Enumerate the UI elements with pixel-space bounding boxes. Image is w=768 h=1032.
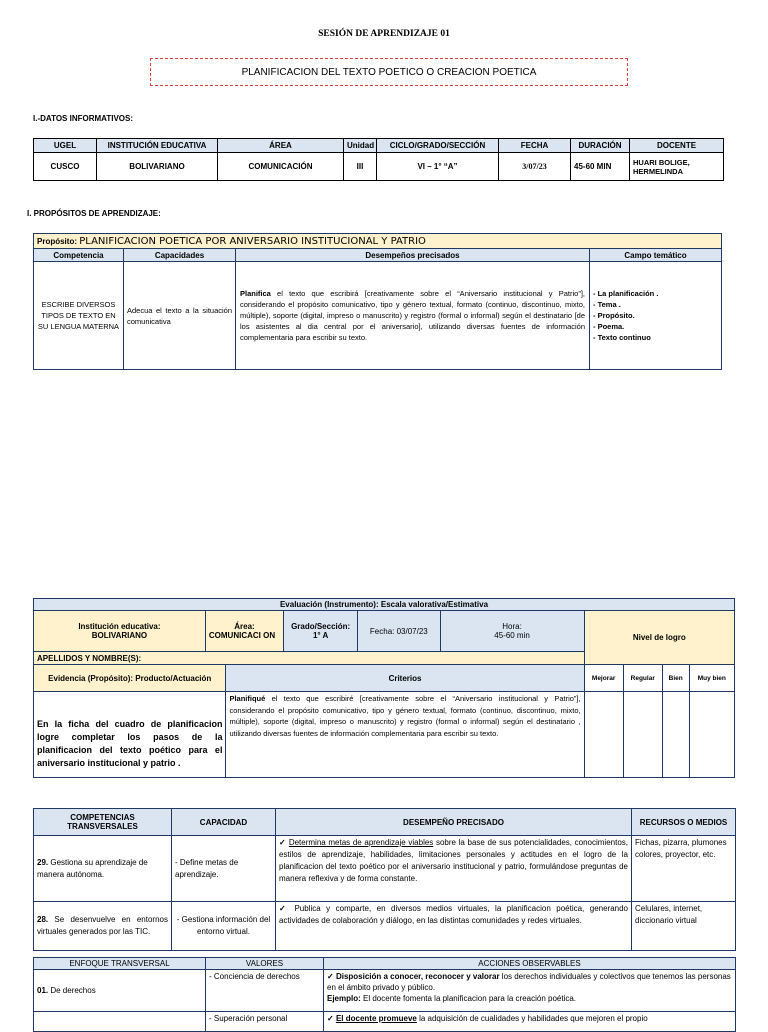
enfoque-text: De derechos (48, 986, 96, 995)
ie-label: Institución educativa: (78, 622, 161, 631)
competencia-text: Se desenvuelve en entornos virtuales generados por las TIC. (37, 915, 168, 936)
proposito-header: Campo temático (590, 249, 722, 262)
check-icon: ✓ (327, 972, 334, 981)
enfoque-header: ENFOQUE TRANSVERSAL (34, 958, 206, 970)
accion-text: los derechos individuales y colectivos que tenemos las personas en el ámbito privado y público. (327, 972, 731, 992)
enfoque-row (34, 970, 736, 1012)
proposito-table (33, 233, 722, 370)
grado-label: Grado/Sección: (291, 622, 351, 631)
campo-item: - Tema . (593, 300, 621, 309)
competencia-transversal (34, 902, 172, 951)
competencia-text: Gestiona su aprendizaje de manera autónoma. (37, 857, 148, 879)
area-value: COMUNICACI ON (208, 631, 276, 640)
enfoque-table (33, 957, 736, 1032)
campo-item: - Texto continuo (593, 333, 651, 342)
datos-header: FECHA (499, 139, 571, 153)
criterio-verb: Planifiqué (229, 694, 266, 703)
nivel-bien: Bien (662, 665, 689, 692)
proposito-text: PLANIFICACION POETICA POR ANIVERSARIO INSTITUCIONAL Y PATRIO (79, 235, 426, 247)
datos-header-row (34, 139, 724, 153)
nivel-mejorar-cell (584, 692, 623, 778)
evaluacion-title-row (34, 599, 735, 611)
valor-cell: - Superación personal (206, 1012, 324, 1032)
transversales-table (33, 808, 736, 951)
enfoque-header: ACCIONES OBSERVABLES (324, 958, 736, 970)
nivel-bien-cell (662, 692, 689, 778)
proposito-row (34, 234, 722, 249)
campo-item: - Propósito. (593, 311, 635, 320)
fecha-cell: Fecha: 03/07/23 (358, 611, 440, 652)
enfoque-num: 01. (37, 986, 49, 995)
accion-bold: El docente promueve (335, 1014, 417, 1023)
check-icon: ✓ (327, 1014, 334, 1023)
nivel-regular: Regular (623, 665, 662, 692)
nivel-mejorar: Mejorar (584, 665, 623, 692)
check-icon: ✓ (279, 838, 287, 847)
desempeno-transversal-text: Publica y comparte, en diversos medios virtuales, la planificacion poética, generando actividades de colaboración y diálogo, en las distintas comunidades y redes virtuales. (279, 904, 629, 925)
transversales-header: RECURSOS O MEDIOS (632, 809, 736, 836)
accion-bold: Disposición a conocer, reconocer y valorar (335, 972, 500, 981)
desempeno-underlined: Determina metas de aprendizaje viables (288, 838, 434, 847)
recursos-cell: Celulares, internet, diccionario virtual (632, 902, 736, 951)
evaluacion-header-row (34, 665, 735, 692)
criterio-cell (226, 692, 584, 778)
grado-value: 1° A (312, 631, 329, 640)
desempeno-transversal (276, 836, 632, 902)
recursos-cell: Fichas, pizarra, plumones colores, proyector, etc. (632, 836, 736, 902)
ie-cell (34, 611, 206, 652)
transversales-header: COMPETENCIAS TRANSVERSALES (34, 809, 172, 836)
campo-item: - La planificación . (593, 289, 659, 298)
capacidad-transversal: - Define metas de aprendizaje. (172, 836, 276, 902)
evidencia-header: Evidencia (Propósito): Producto/Actuación (34, 665, 226, 692)
enfoque-header: VALORES (206, 958, 324, 970)
section-propositos-heading: I. PROPÓSITOS DE APRENDIZAJE: (27, 209, 161, 218)
valor-cell: - Conciencia de derechos (206, 970, 324, 1012)
datos-value-area: COMUNICACIÓN (218, 153, 344, 181)
transversales-header-row (34, 809, 736, 836)
proposito-header: Desempeños precisados (236, 249, 590, 262)
proposito-body-row (34, 262, 722, 370)
ejemplo-text: El docente fomenta la planificacion para la creación poética. (360, 994, 577, 1003)
transversales-header: DESEMPEÑO PRECISADO (276, 809, 632, 836)
desempeno-cell (236, 262, 590, 370)
competencia-num: 29. (37, 857, 49, 867)
evidencia-text: En la ficha del cuadro de planificacion logre completar los pasos de la planificacion del texto poético para el aniversario institucional y patrio . (34, 692, 226, 778)
apellidos-label: APELLIDOS Y NOMBRE(S): (34, 652, 585, 665)
criterios-header: Criterios (226, 665, 584, 692)
datos-value-duracion: 45-60 MIN (571, 153, 630, 181)
campo-item: - Poema. (593, 322, 625, 331)
datos-value-row (34, 153, 724, 181)
desempeno-verb: Planifica (240, 289, 271, 298)
transversal-row (34, 836, 736, 902)
datos-header: CICLO/GRADO/SECCIÓN (377, 139, 499, 153)
enfoque-row (34, 1012, 736, 1032)
enfoque-header-row (34, 958, 736, 970)
nivel-muy-bien-cell (689, 692, 734, 778)
proposito-header: Competencia (34, 249, 124, 262)
evaluacion-table (33, 598, 735, 778)
datos-value-ugel: CUSCO (34, 153, 97, 181)
hora-cell (440, 611, 584, 652)
datos-header: INSTITUCIÓN EDUCATIVA (97, 139, 218, 153)
nivel-regular-cell (623, 692, 662, 778)
transversales-header: CAPACIDAD (172, 809, 276, 836)
desempeno-text: el texto que escribirá [creativamente sobre el “Aniversario institucional y Patrio”], considerando el propósito comunicativo, tipo y género textual, formato (continuo, discontinuo, mixto, múltiple), soporte (digital, impreso o manuscrito) y registro (formal o informal) según el destinatario [de los asistentes al dia central por el aniversario], utilizando diversas fuentes de información complementaria para escribir su texto. (240, 289, 585, 342)
session-subtitle-box (150, 58, 628, 86)
datos-header: UGEL (34, 139, 97, 153)
criterio-text: el texto que escribiré [creativamente sobre el “Aniversario institucional y Patrio”], considerando el propósito comunicativo, tipo y género textual, formato (continuo, discontinuo, mixto, múltiple), soporte (digital, impreso o manuscrito) y registro (formal o informal) según el destinatario , utilizando diversas fuentes de información complementaria para escribir su texto. (229, 694, 581, 738)
accion-text: la adquisición de cualidades y habilidades que mejoren el propio (416, 1014, 648, 1023)
desempeno-transversal-text: sobre la base de sus potencialidades, conocimientos, estilos de aprendizaje, habilidades, limitaciones personales y actitudes en el logro de la planificacion del texto poético por el aniversario institucional y patrio, formulándose preguntas de manera reflexiva y de forma constante. (279, 838, 629, 883)
datos-header: ÁREA (218, 139, 344, 153)
competencia-num: 28. (37, 915, 49, 924)
desempeno-transversal (276, 902, 632, 951)
accion-cell (324, 970, 736, 1012)
datos-value-institucion: BOLIVARIANO (97, 153, 218, 181)
hora-value: 45-60 min (494, 631, 530, 640)
datos-header: DOCENTE (630, 139, 724, 153)
datos-header: Unidad (344, 139, 377, 153)
enfoque-cell (34, 1012, 206, 1032)
competencia-cell: ESCRIBE DIVERSOS TIPOS DE TEXTO EN SU LENGUA MATERNA (34, 262, 124, 370)
datos-value-docente: HUARI BOLIGE, HERMELINDA (630, 153, 724, 181)
check-icon: ✓ (279, 904, 289, 913)
competencia-transversal (34, 836, 172, 902)
enfoque-cell (34, 970, 206, 1012)
ie-value: BOLIVARIANO (91, 631, 148, 640)
proposito-label: Propósito: (37, 236, 77, 246)
ejemplo-label: Ejemplo: (327, 994, 361, 1003)
proposito-header-row (34, 249, 722, 262)
datos-value-ciclo: VI – 1° “A” (377, 153, 499, 181)
campo-tematico-cell (590, 262, 722, 370)
hora-label: Hora: (502, 622, 522, 631)
page-title: SESIÓN DE APRENDIZAJE 01 (318, 29, 450, 39)
grado-cell (284, 611, 358, 652)
nivel-logro-cell: Nivel de logro (584, 611, 734, 665)
evaluacion-info-row (34, 611, 735, 652)
section-datos-heading: I.-DATOS INFORMATIVOS: (33, 114, 133, 123)
datos-table (33, 138, 724, 181)
capacidad-cell: Adecua el texto a la situación comunicativa (124, 262, 236, 370)
evaluacion-body-row (34, 692, 735, 778)
session-subtitle: PLANIFICACION DEL TEXTO POETICO O CREACION POETICA (241, 66, 537, 78)
evaluacion-title: Evaluación (Instrumento): Escala valorativa/Estimativa (34, 599, 735, 611)
datos-value-unidad: III (344, 153, 377, 181)
proposito-header: Capacidades (124, 249, 236, 262)
area-label: Área: (234, 622, 255, 631)
accion-cell (324, 1012, 736, 1032)
transversal-row (34, 902, 736, 951)
nivel-muy-bien: Muy bien (689, 665, 734, 692)
datos-header: DURACIÓN (571, 139, 630, 153)
area-cell (205, 611, 283, 652)
capacidad-transversal: - Gestiona información del entorno virtual. (172, 902, 276, 951)
datos-value-fecha: 3/07/23 (499, 153, 571, 181)
